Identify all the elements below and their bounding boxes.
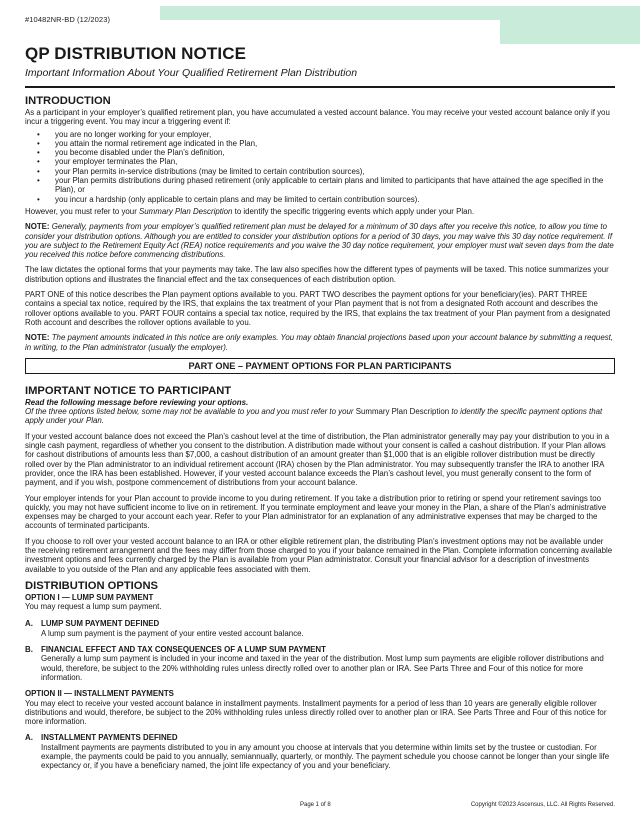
form-number: #10482NR-BD (12/2023) [25, 15, 111, 24]
item-content [41, 733, 615, 770]
part-one-banner: PART ONE – PAYMENT OPTIONS FOR PLAN PARTICIPANTS [25, 358, 615, 374]
notice-read-line: Read the following message before reviewing your options. [25, 397, 249, 407]
list-item: • your employer terminates the Plan, [55, 157, 615, 166]
text-span: to identify the specific payment options that apply under your Plan. [25, 407, 603, 426]
header-rule [25, 86, 615, 88]
note-label: NOTE: [25, 222, 50, 232]
notice-options-paragraph [25, 407, 615, 426]
page-number: Page 1 of 8 [300, 802, 331, 808]
item-letter: A. [25, 619, 33, 629]
triggering-events-list [25, 130, 615, 204]
item-content [41, 619, 615, 638]
option-one-text: You may request a lump sum payment. [25, 602, 162, 612]
list-item: • you incur a hardship (only applicable to certain plans and may be limited to certain contribution sources). [55, 195, 615, 204]
parts-paragraph: PART ONE of this notice describes the Plan payment options available to you. PART TWO describes the payment options for your beneficiary(ies). PART THREE contains a special tax notice, required by the IRS, that explains the tax treatment of your Plan payment that is not from a designated Roth account and describes the rollover options available to you. PART FOUR contains a special tax notice, required by the IRS, that explains the tax treatment of your Plan payment from a designated Roth account and describes the rollover options available to you. [25, 290, 611, 327]
document-title: QP DISTRIBUTION NOTICE [25, 44, 247, 63]
document-body [25, 95, 615, 771]
item-content [41, 645, 615, 682]
cashout-paragraph: If your vested account balance does not exceed the Plan’s cashout level at the time of distribution, the Plan administrator generally may pay your distribution to you in a single cash payment, regardless of whether you consent to the distribution. A distribution made without your consent is called a cashout distribution. If your Plan allows for cashout distributions of amounts less than $7,000, a cashout distribution of an amount greater than $1,000 that is an eligible rollover distribution must be directly rolled over by the Plan administrator to an individual retirement account (IRA) chosen by the Plan administrator. You may subsequently transfer the IRA to another IRA provider, once the IRA has been established. However, if your vested account balance exceeds the Plan’s cashout level, you must generally consent to the form of payment, and if you wish, postpone commencement of distributions from your account balance. [25, 431, 610, 488]
list-item: • your Plan permits distributions during phased retirement (only applicable to certain plans and limited to participants that have attained the age specified in the Plan), or [55, 176, 615, 195]
list-item: • your Plan permits in-service distributions (may be limited to certain contribution sources), [55, 167, 615, 176]
copyright: Copyright ©2023 Ascensus, LLC. All Rights Reserved. [470, 802, 615, 808]
note-text: The payment amounts indicated in this notice are only examples. You may obtain financial projections based upon your account balance by submitting a request, in writing, to the Plan administrator (usually the employer). [25, 333, 614, 352]
notice-heading: IMPORTANT NOTICE TO PARTICIPANT [25, 384, 232, 397]
option-two-title: OPTION II — INSTALLMENT PAYMENTS [25, 689, 174, 699]
header-accent-block [500, 6, 640, 44]
header-accent-bar [160, 6, 500, 20]
item-text: Installment payments are payments distributed to you in any amount you choose at intervals that you determine within limits set by the trustee or custodian. For example, the payments could be paid to you annually, semiannually, quarterly, or monthly. The payment schedule you choose cannot be longer than your single life expectancy or, if you have a beneficiary named, the joint life expectancy of you and your beneficiary. [41, 742, 610, 771]
item-text: Generally a lump sum payment is included in your income and taxed in the year of the distribution. Most lump sum payments are eligible rollover distributions and would, therefore, be subject to the 20% withholding rules unless directly rolled over to another plan or IRA. See Parts Three and Four of this notice for more information. [41, 654, 604, 682]
retirement-income-paragraph: Your employer intends for your Plan account to provide income to you during retirement. If you take a distribution prior to retiring or spend your retirement savings too quickly, you may not have sufficient income to live on in retirement. If you terminate employment and leave your money in the Plan, a share of the Plan’s administrative expenses may be charged to your account each year. Refer to your Plan administrator for an explanation of any administrative expenses that may be charged to the accounts of terminated participants. [25, 493, 607, 531]
item-title: INSTALLMENT PAYMENTS DEFINED [41, 733, 178, 743]
item-lump-sum-tax [25, 645, 615, 682]
text-span: Of the three options listed below, some may not be available to you and you must refer to your [25, 407, 356, 417]
item-text: A lump sum payment is the payment of your entire vested account balance. [41, 628, 304, 638]
item-title: FINANCIAL EFFECT AND TAX CONSEQUENCES OF A LUMP SUM PAYMENT [41, 645, 326, 655]
distribution-options-heading: DISTRIBUTION OPTIONS [25, 579, 159, 592]
law-paragraph: The law dictates the optional forms that your payments may take. The law also specifies how the different types of payments will be taxed. This notice summarizes your distribution options and illustrates the financial effect and the tax consequences of each distribution option. [25, 265, 609, 284]
list-item: • you become disabled under the Plan’s definition, [55, 148, 615, 157]
spd-paragraph [25, 207, 615, 216]
option-one-title: OPTION I — LUMP SUM PAYMENT [25, 592, 154, 602]
note-30-day [25, 222, 615, 259]
item-letter: B. [25, 645, 33, 655]
text-span: to identify the specific triggering events which apply under your Plan. [232, 206, 475, 216]
intro-heading: INTRODUCTION [25, 95, 111, 107]
item-letter: A. [25, 733, 33, 743]
text-span: However, you must refer to your [25, 206, 140, 216]
list-item: • you are no longer working for your employer, [55, 130, 615, 139]
note-examples [25, 333, 615, 352]
document-subtitle: Important Information About Your Qualified Retirement Plan Distribution [25, 67, 358, 79]
intro-paragraph: As a participant in your employer’s qualified retirement plan, you have accumulated a vested account balance. You may receive your vested account balance only if you incur a triggering event. You may incur a triggering event if: [25, 108, 610, 127]
spd-reference: Summary Plan Description [355, 407, 450, 417]
option-two-text: You may elect to receive your vested account balance in installment payments. Installment payments for a period of less than 10 years are generally eligible rollover distributions and would, therefore, be subject to the 20% withholding rules unless directly rolled over to another plan or IRA. See Parts Three and Four of this notice for more information. [25, 698, 607, 727]
note-label: NOTE: [25, 333, 50, 343]
spd-reference: Summary Plan Description [139, 206, 233, 216]
rollover-paragraph: If you choose to roll over your vested account balance to an IRA or other eligible retirement plan, the distributing Plan’s investment options may not be available under the receiving retirement arrangement and the fees may differ from those charged to you if your balance remained in the Plan. Complete information concerning available investment options and fees currently charged by the Plan is available from your Plan administrator. Consult your financial advisor for a description of investments available to you outside of the Plan and any applicable fees associated with them. [25, 536, 613, 574]
document-header [25, 44, 615, 88]
item-installment-defined [25, 733, 615, 770]
note-text: Generally, payments from your employer’s qualified retirement plan must be delayed for a minimum of 30 days after you receive this notice, to allow you time to consider your distribution options. Although you are entitled to consider your distribution options for a period of 30 days, you may waive this 30 day notice requirement. If you are subject to the Retirement Equity Act (REA) notice requirements and you waive the 30 day notice requirement, your employer must wait seven days from the date you received this notice before commencing distributions. [25, 222, 614, 260]
list-item: • you attain the normal retirement age indicated in the Plan, [55, 139, 615, 148]
item-title: LUMP SUM PAYMENT DEFINED [41, 619, 160, 629]
item-lump-sum-defined [25, 619, 615, 638]
